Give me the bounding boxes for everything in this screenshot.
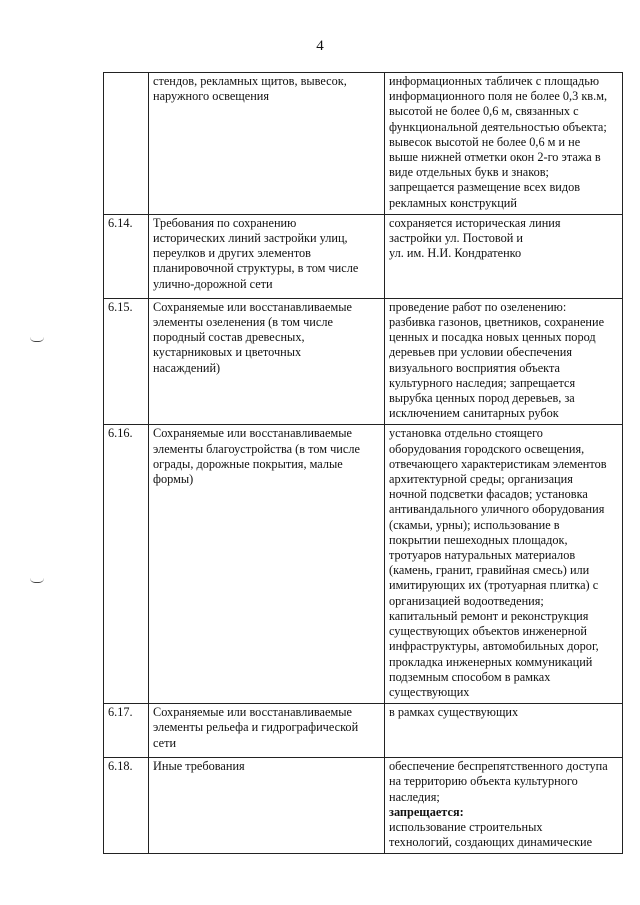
requirement-name [149, 73, 385, 215]
requirement-value-line: использование строительных [389, 819, 543, 834]
requirement-value-line: разбивка газонов, цветников, сохранение [389, 315, 605, 330]
requirement-name [149, 425, 385, 704]
requirement-value-line: исключением санитарных рубок [389, 406, 559, 421]
requirement-value-line: подземным способом в рамках [389, 669, 551, 684]
requirement-name-line: элементы благоустройства (в том числе [153, 441, 360, 456]
requirement-name-line: Иные требования [153, 759, 245, 774]
table-row [104, 298, 623, 425]
requirement-value [385, 704, 623, 758]
requirement-value-line: запрещается: [389, 804, 464, 819]
requirement-value-line: (скамьи, урны); использование в [389, 517, 560, 532]
requirement-name-line: переулков и других элементов [153, 246, 311, 261]
margin-mark [30, 578, 44, 583]
table-row [104, 214, 623, 298]
requirement-value-line: отвечающего характеристикам элементов [389, 456, 607, 471]
requirement-value-line: прокладка инженерных коммуникаций [389, 654, 593, 669]
requirement-name-line: ограды, дорожные покрытия, малые [153, 456, 343, 471]
requirement-name [149, 298, 385, 425]
requirement-value-line: виде отдельных букв и знаков; [389, 165, 549, 180]
requirement-name-line: элементы рельефа и гидрографической [153, 720, 359, 735]
requirement-name-line: Сохраняемые или восстанавливаемые [153, 426, 352, 441]
requirement-value-line: технологий, создающих динамические [389, 835, 593, 850]
table-row [104, 704, 623, 758]
requirement-value-line: культурного наследия; запрещается [389, 375, 576, 390]
requirement-name-line: насаждений) [153, 360, 221, 375]
requirement-name-line: Требования по сохранению [153, 215, 297, 230]
requirement-value-line: рекламных конструкций [389, 195, 517, 210]
requirement-name [149, 214, 385, 298]
requirement-value-line: застройки ул. Постовой и [389, 231, 523, 246]
requirement-value-line: выше нижней отметки окон 2-го этажа в [389, 150, 601, 165]
table-row [104, 758, 623, 854]
requirement-value-line: организацией водоотведения; [389, 593, 544, 608]
requirement-value-line: антивандального уличного оборудования [389, 502, 605, 517]
requirement-value-line: покрытии пешеходных площадок, [389, 532, 568, 547]
requirement-name-line: кустарниковых и цветочных [153, 345, 302, 360]
row-number: 6.14. [104, 214, 149, 298]
requirement-name-line: наружного освещения [153, 89, 270, 104]
requirement-value-line: на территорию объекта культурного [389, 774, 578, 789]
requirement-value-line: обеспечение беспрепятственного доступа [389, 759, 608, 774]
row-number [104, 73, 149, 215]
requirement-value-line: архитектурной среды; организация [389, 472, 573, 487]
row-number: 6.17. [104, 704, 149, 758]
requirement-name-line: элементы озеленения (в том числе [153, 315, 333, 330]
requirement-value-line: информационных табличек с площадью [389, 74, 600, 88]
requirement-value-line: тротуаров натуральных материалов [389, 548, 576, 563]
requirement-value-line: вывесок высотой не более 0,6 м и не [389, 134, 581, 149]
requirement-value-line: высотой не более 0,6 м, связанных с [389, 104, 579, 119]
requirement-value-line: оборудования городского освещения, [389, 441, 585, 456]
requirement-value-line: установка отдельно стоящего [389, 426, 543, 441]
requirement-name [149, 758, 385, 854]
requirement-value-line: наследия; [389, 789, 440, 804]
requirement-value-line: визуального восприятия объекта [389, 360, 560, 375]
requirement-name-line: планировочной структуры, в том числе [153, 261, 359, 276]
requirement-name-line: Сохраняемые или восстанавливаемые [153, 705, 352, 720]
requirement-value [385, 425, 623, 704]
requirement-name-line: сети [153, 735, 177, 750]
requirement-value-line: существующих [389, 684, 470, 699]
requirement-value-line: ценных и посадка новых ценных пород [389, 330, 596, 345]
requirement-value [385, 758, 623, 854]
requirement-value-line: имитирующих их (тротуарная плитка) с [389, 578, 599, 593]
requirement-name [149, 704, 385, 758]
requirement-value-line: капитальный ремонт и реконструкция [389, 608, 589, 623]
requirement-name-line: стендов, рекламных щитов, вывесок, [153, 74, 347, 88]
requirement-value-line: ул. им. Н.И. Кондратенко [389, 246, 522, 261]
requirement-value [385, 214, 623, 298]
requirement-value-line: информационного поля не более 0,3 кв.м, [389, 89, 608, 104]
requirement-value-line: (камень, гранит, гравийная смесь) или [389, 563, 590, 578]
requirement-name-line: исторических линий застройки улиц, [153, 231, 348, 246]
requirement-name-line: породный состав древесных, [153, 330, 305, 345]
requirement-value-line: сохраняется историческая линия [389, 215, 561, 230]
requirement-value-line: существующих объектов инженерной [389, 624, 587, 639]
requirement-value-line: проведение работ по озеленению: [389, 299, 567, 314]
requirement-name-line: улично-дорожной сети [153, 276, 273, 291]
requirement-value-line: в рамках существующих [389, 705, 519, 720]
requirement-value-line: вырубка ценных пород деревьев, за [389, 391, 575, 406]
requirement-name-line: Сохраняемые или восстанавливаемые [153, 299, 352, 314]
requirement-value-line: функциональной деятельностью объекта; [389, 119, 607, 134]
requirement-name-line: формы) [153, 472, 194, 487]
requirement-value [385, 73, 623, 215]
requirements-table [103, 72, 623, 854]
requirement-value [385, 298, 623, 425]
page-number: 4 [316, 38, 324, 54]
requirements-table-body [104, 73, 623, 854]
table-row [104, 73, 623, 215]
requirement-value-line: запрещается размещение всех видов [389, 180, 581, 195]
requirement-value-line: инфраструктуры, автомобильных дорог, [389, 639, 599, 654]
table-row [104, 425, 623, 704]
requirement-value-line: ночной подсветки фасадов; установка [389, 487, 588, 502]
row-number: 6.16. [104, 425, 149, 704]
row-number: 6.18. [104, 758, 149, 854]
margin-mark [30, 337, 44, 342]
requirement-value-line: деревьев при условии обеспечения [389, 345, 573, 360]
row-number: 6.15. [104, 298, 149, 425]
